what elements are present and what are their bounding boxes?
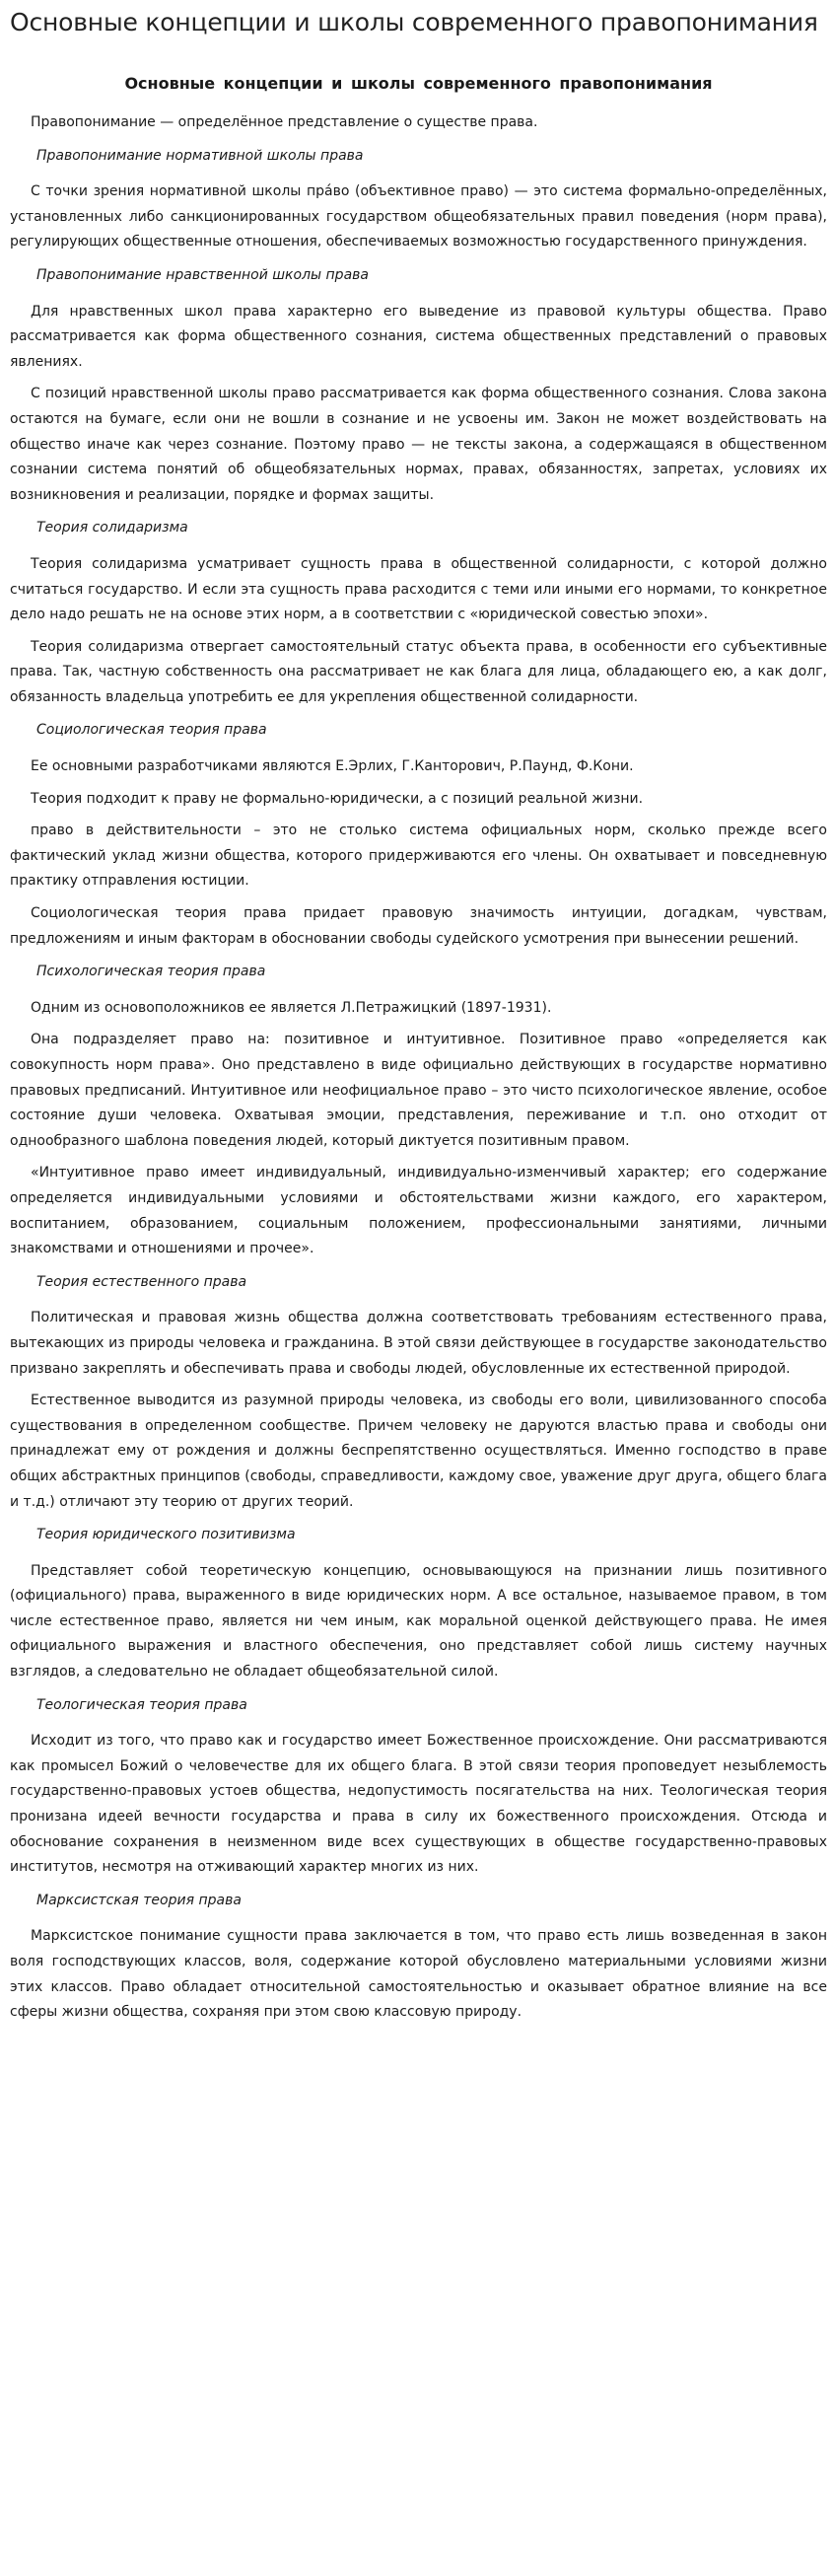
page-title: Основные концепции и школы современного правопонимания xyxy=(10,8,818,36)
section-title: Теория юридического позитивизма xyxy=(36,1527,296,1543)
article-heading: Основные концепции и школы современного правопонимания xyxy=(124,74,713,93)
paragraph: Для нравственных школ права характерно его выведение из правовой культуры общества. Право рассматривается как форма общественного сознания, система общественных представлений о правовых явлениях. xyxy=(10,303,827,370)
paragraph: Правопонимание — определённое представление о существе права. xyxy=(31,114,538,130)
section-title: Теория естественного права xyxy=(36,1273,247,1290)
section-title: Социологическая теория права xyxy=(36,722,267,739)
paragraph: Исходит из того, что право как и государство имеет Божественное происхождение. Они рассматриваются как промысел Божий о человечестве для их общего блага. В этой связи теория проповедует незыблемость государственно-правовых устоев общества, недопустимость посягательства на них. Теологическая теория пронизана идеей вечности государства и права в силу их божественного происхождения. Отсюда и обоснование сохранения в неизменном виде всех существующих в обществе государственно-правовых институтов, несмотря на отживающий характер многих из них. xyxy=(10,1733,827,1876)
paragraph: Теория солидаризма усматривает сущность права в общественной солидарности, с которой должно считаться государство. И если эта сущность права расходится с теми или иными его нормами, то конкретное дело надо решать не на основе этих норм, а в соответствии с «юридической совестью эпохи». xyxy=(10,555,827,623)
paragraph: Одним из основоположников ее является Л.Петражицкий (1897-1931). xyxy=(31,999,552,1016)
paragraph: Она подразделяет право на: позитивное и интуитивное. Позитивное право «определяется как совокупность норм права». Оно представлено в виде официально действующих в государстве нормативно правовых предписаний. Интуитивное или неофициальное право – это чисто психологическое явление, особое состояние души человека. Охватывая эмоции, представления, переживание и т.п. оно отходит от однообразного шаблона поведения людей, который диктуется позитивным правом. xyxy=(10,1032,827,1149)
section-title: Правопонимание нравственной школы права xyxy=(36,266,369,283)
paragraph: С позиций нравственной школы право рассматривается как форма общественного сознания. Слова закона остаются на бумаге, если они не вошли в сознание и не усвоены им. Закон не может воздействовать на общество иначе как через сознание. Поэтому право — не тексты закона, а содержащаяся в общественном сознании система понятий об общеобязательных нормах, правах, обязанностях, запретах, условиях их возникновения и реализации, порядке и формах защиты. xyxy=(10,386,827,503)
paragraph: Теория солидаризма отвергает самостоятельный статус объекта права, в особенности его субъективные права. Так, частную собственность она рассматривает не как блага для лица, обладающего ею, а как долг, обязанность владельца употребить ее для укрепления общественной солидарности. xyxy=(10,638,827,705)
paragraph: Политическая и правовая жизнь общества должна соответствовать требованиям естественного права, вытекающих из природы человека и гражданина. В этой связи действующее в государстве законодательство призвано закреплять и обеспечивать права и свободы людей, обусловленные их естественной природой. xyxy=(10,1310,827,1377)
paragraph: С точки зрения нормативной школы пра́во (объективное право) — это система формально-определённых, установленных либо санкционированных государством общеобязательных правил поведения (норм права), регулирующих общественные отношения, обеспечиваемых возможностью государственного принуждения. xyxy=(10,183,827,250)
paragraph: Ее основными разработчиками являются Е.Эрлих, Г.Канторович, Р.Паунд, Ф.Кони. xyxy=(31,758,634,775)
article-body xyxy=(0,71,835,2026)
section-title: Теологическая теория права xyxy=(36,1696,247,1713)
paragraph: Естественное выводится из разумной природы человека, из свободы его воли, цивилизованного способа существования в определенном сообществе. Причем человеку не даруются властью права и свободы они принадлежат ему от рождения и должны беспрепятственно осуществляться. Именно господство в праве общих абстрактных принципов (свободы, справедливости, каждому свое, уважение друг друга, общего блага и т.д.) отличают эту теорию от других теорий. xyxy=(10,1393,827,1510)
section-title: Психологическая теория права xyxy=(36,964,266,980)
paragraph: Представляет собой теоретическую концепцию, основывающуюся на признании лишь позитивного (официального) права, выраженного в виде юридических норм. А все остальное, называемое правом, в том числе естественное право, является ни чем иным, как моральной оценкой действующего права. Не имея официального выражения и властного обеспечения, оно представляет собой лишь систему научных взглядов, а следовательно не обладает общеобязательной силой. xyxy=(10,1562,827,1681)
paragraph: право в действительности – это не столько система официальных норм, сколько прежде всего фактический уклад жизни общества, которого придерживаются его члены. Он охватывает и повседневную практику отправления юстиции. xyxy=(10,823,827,890)
paragraph: Марксистское понимание сущности права заключается в том, что право есть лишь возведенная в закон воля господствующих классов, воля, содержание которой обусловлено материальными условиями жизни этих классов. Право обладает относительной самостоятельностью и оказывает обратное влияние на все сферы жизни общества, сохраняя при этом свою классовую природу. xyxy=(10,1928,827,2021)
section-title: Правопонимание нормативной школы права xyxy=(36,147,364,164)
paragraph: Социологическая теория права придает правовую значимость интуиции, догадкам, чувствам, предложениям и иным факторам в обосновании свободы судейского усмотрения при вынесении решений. xyxy=(10,905,827,947)
section-title: Марксистская теория права xyxy=(36,1892,242,1908)
paragraph: Теория подходит к праву не формально-юридически, а с позиций реальной жизни. xyxy=(31,790,644,807)
paragraph: «Интуитивное право имеет индивидуальный, индивидуально-изменчивый характер; его содержание определяется индивидуальными условиями и обстоятельствами жизни каждого, его характером, воспитанием, образованием, социальным положением, профессиональными занятиями, личными знакомствами и отношениями и прочее». xyxy=(10,1165,827,1257)
section-title: Теория солидаризма xyxy=(36,520,188,537)
